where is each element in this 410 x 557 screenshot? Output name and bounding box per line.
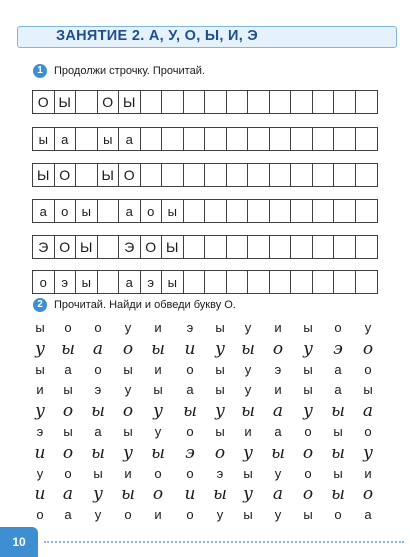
grid-cell[interactable] [334,200,356,222]
grid-cell[interactable] [76,164,98,186]
letter[interactable]: у [154,424,162,439]
letter[interactable]: а [362,401,374,422]
letter[interactable]: у [274,465,282,481]
letter[interactable]: о [154,465,162,481]
letter[interactable]: у [244,361,252,377]
grid-cell[interactable] [141,128,163,150]
letter[interactable]: ы [215,320,225,335]
grid-cell[interactable] [248,128,270,150]
letter[interactable]: у [216,507,224,523]
grid-cell[interactable]: О [119,164,141,186]
grid-cell[interactable] [313,128,335,150]
grid-cell[interactable] [184,91,206,113]
letter[interactable]: о [362,484,374,505]
letter-row [30,443,400,463]
letter[interactable]: о [362,338,374,359]
letter[interactable]: о [64,465,72,481]
letter[interactable]: и [274,320,282,335]
grid-cell[interactable] [313,271,335,293]
letter[interactable]: о [124,507,132,523]
letter[interactable]: о [364,361,372,377]
letter[interactable]: ы [331,442,345,463]
letter[interactable]: о [214,442,226,463]
letter[interactable]: и [34,484,46,505]
grid-cell[interactable] [356,271,378,293]
exercise-1-badge: 1 [33,64,47,78]
letter[interactable]: о [334,320,342,335]
grid-cell[interactable] [270,164,292,186]
grid-row [32,90,378,114]
letter[interactable]: о [36,507,44,523]
letter[interactable]: а [334,382,342,398]
grid-cell[interactable] [184,236,206,258]
letter[interactable]: и [184,484,196,505]
letter[interactable]: у [243,484,253,505]
grid-cell[interactable]: а [33,200,55,222]
grid-cell[interactable] [313,200,335,222]
grid-cell[interactable] [184,164,206,186]
letter-row [30,422,400,442]
letter[interactable]: ы [183,401,197,422]
letter[interactable]: ы [241,338,255,359]
grid-cell[interactable] [184,128,206,150]
letter-row [30,464,400,484]
grid-cell[interactable] [356,91,378,113]
grid-cell[interactable]: ы [76,200,98,222]
letter[interactable]: у [94,507,102,523]
letter[interactable]: о [302,442,314,463]
grid-row [32,127,378,151]
letter[interactable]: э [216,465,224,481]
grid-cell[interactable]: Ы [119,91,141,113]
exercise-1-instruction: Продолжи строчку. Прочитай. [54,65,205,77]
grid-cell[interactable] [313,91,335,113]
letter[interactable]: ы [151,338,165,359]
grid-cell[interactable] [98,200,120,222]
letter[interactable]: ы [91,442,105,463]
letter[interactable]: ы [123,424,133,439]
letter[interactable]: ы [215,361,225,377]
letter[interactable]: ы [121,484,135,505]
grid-cell[interactable] [184,200,206,222]
grid-row [32,270,378,294]
letter[interactable]: о [304,424,312,439]
letter[interactable]: и [184,338,196,359]
exercise-2-badge: 2 [33,298,47,312]
letter[interactable]: о [122,338,134,359]
grid-cell[interactable] [356,236,378,258]
letter[interactable]: у [215,338,225,359]
grid-cell[interactable] [76,128,98,150]
grid-cell[interactable]: О [55,236,77,258]
letter[interactable]: ы [303,361,313,377]
letter[interactable]: о [186,424,194,439]
grid-cell[interactable] [313,164,335,186]
letter[interactable]: а [64,507,72,523]
grid-cell[interactable] [270,128,292,150]
letter[interactable]: о [186,361,194,377]
grid-cell[interactable]: э [141,271,163,293]
letter[interactable]: ы [243,465,253,481]
letter[interactable]: и [124,465,132,481]
grid-cell[interactable]: о [141,200,163,222]
grid-cell[interactable]: Ы [162,236,184,258]
letter[interactable]: э [185,442,195,463]
grid-cell[interactable]: О [98,91,120,113]
grid-cell[interactable] [141,164,163,186]
letter[interactable]: ы [331,401,345,422]
letter[interactable]: ы [363,382,373,398]
letter[interactable]: и [34,442,46,463]
letter-row [30,380,400,400]
letter[interactable]: ы [35,361,45,377]
letter[interactable]: у [153,401,163,422]
letter[interactable]: о [62,442,74,463]
grid-cell[interactable]: а [119,200,141,222]
grid-cell[interactable] [248,91,270,113]
grid-cell[interactable]: а [119,128,141,150]
grid-cell[interactable]: Ы [33,164,55,186]
letter[interactable]: ы [243,507,253,523]
grid-cell[interactable] [334,236,356,258]
letter[interactable]: и [364,465,372,481]
grid-cell[interactable] [291,271,313,293]
letter[interactable]: и [154,320,162,335]
letter[interactable]: а [272,484,284,505]
grid-cell[interactable] [162,164,184,186]
letter[interactable]: ы [151,442,165,463]
letter[interactable]: у [303,338,313,359]
grid-row [32,163,378,187]
grid-cell[interactable] [270,236,292,258]
letter[interactable]: у [123,442,133,463]
grid-cell[interactable] [356,200,378,222]
letter[interactable]: ы [63,424,73,439]
letter-row [30,360,400,380]
letter[interactable]: ы [241,401,255,422]
grid-cell[interactable]: э [55,271,77,293]
letter[interactable]: у [244,382,252,398]
letter[interactable]: у [93,484,103,505]
letter[interactable]: э [36,424,44,439]
letter[interactable]: о [302,484,314,505]
letter[interactable]: у [215,401,225,422]
grid-cell[interactable]: ы [162,271,184,293]
letter-row [30,401,400,421]
letter[interactable]: у [36,465,44,481]
grid-cell[interactable] [270,91,292,113]
grid-cell[interactable] [356,128,378,150]
letter[interactable]: о [62,401,74,422]
grid-row [32,199,378,223]
lesson-title: ЗАНЯТИЕ 2. А, У, О, Ы, И, Э [56,28,259,44]
grid-cell[interactable] [291,164,313,186]
letter[interactable]: у [35,401,45,422]
letter[interactable]: о [364,424,372,439]
grid-cell[interactable] [162,128,184,150]
grid-cell[interactable]: О [55,164,77,186]
grid-cell[interactable] [248,271,270,293]
grid-cell[interactable] [248,236,270,258]
grid-cell[interactable]: ы [162,200,184,222]
letter[interactable]: а [92,338,104,359]
grid-cell[interactable] [270,200,292,222]
grid-cell[interactable] [291,91,313,113]
page-number: 10 [0,527,38,557]
letter[interactable]: о [152,484,164,505]
grid-cell[interactable] [227,271,249,293]
grid-cell[interactable]: О [141,236,163,258]
grid-cell[interactable] [205,236,227,258]
letter[interactable]: у [363,442,373,463]
grid-cell[interactable] [227,236,249,258]
grid-cell[interactable] [76,91,98,113]
grid-cell[interactable] [334,128,356,150]
letter[interactable]: э [333,338,343,359]
grid-cell[interactable] [205,200,227,222]
exercise-2-instruction: Прочитай. Найди и обведи букву О. [54,299,236,311]
letter[interactable]: ы [303,382,313,398]
letter[interactable]: а [64,361,72,377]
letter[interactable]: у [124,320,132,335]
letter[interactable]: у [35,338,45,359]
grid-cell[interactable]: Ы [98,164,120,186]
letter[interactable]: а [186,382,194,398]
grid-cell[interactable]: о [33,271,55,293]
letter[interactable]: ы [215,424,225,439]
letter[interactable]: о [122,401,134,422]
letter[interactable]: ы [333,424,343,439]
letter[interactable]: а [274,424,282,439]
letter[interactable]: а [272,401,284,422]
grid-cell[interactable]: О [33,91,55,113]
grid-row [32,235,378,259]
grid-cell[interactable] [227,91,249,113]
grid-cell[interactable]: ы [98,128,120,150]
letter[interactable]: ы [303,507,313,523]
letter[interactable]: о [186,507,194,523]
letter[interactable]: у [364,320,372,335]
letter[interactable]: у [274,507,282,523]
grid-cell[interactable]: Ы [55,91,77,113]
letter[interactable]: ы [333,465,343,481]
letter[interactable]: ы [215,382,225,398]
grid-cell[interactable]: Ы [76,236,98,258]
grid-cell[interactable] [313,236,335,258]
grid-cell[interactable] [205,91,227,113]
grid-cell[interactable]: ы [33,128,55,150]
grid-cell[interactable] [334,91,356,113]
letter[interactable]: ы [331,484,345,505]
letter[interactable]: э [94,382,102,398]
letter[interactable]: у [124,382,132,398]
letter-row [30,484,400,504]
grid-cell[interactable]: Э [119,236,141,258]
letter[interactable]: о [186,465,194,481]
letter[interactable]: о [94,361,102,377]
letter[interactable]: ы [303,320,313,335]
grid-cell[interactable]: о [55,200,77,222]
grid-cell[interactable] [227,128,249,150]
grid-cell[interactable] [205,128,227,150]
grid-cell[interactable] [248,164,270,186]
letter[interactable]: э [186,320,194,335]
letter[interactable]: и [154,507,162,523]
grid-cell[interactable] [227,164,249,186]
grid-cell[interactable] [162,91,184,113]
letter[interactable]: а [334,361,342,377]
grid-cell[interactable] [270,271,292,293]
letter[interactable]: и [244,424,252,439]
footer-dotted-line [44,541,404,543]
letter[interactable]: ы [213,484,227,505]
lesson-title-bar [17,26,397,48]
letter[interactable]: ы [91,401,105,422]
grid-cell[interactable] [291,236,313,258]
grid-cell[interactable] [334,271,356,293]
grid-cell[interactable]: ы [76,271,98,293]
grid-cell[interactable] [334,164,356,186]
letter[interactable]: у [244,320,252,335]
letter[interactable]: о [272,338,284,359]
grid-cell[interactable] [291,128,313,150]
letter[interactable]: а [62,484,74,505]
grid-cell[interactable] [227,200,249,222]
grid-cell[interactable] [248,200,270,222]
letter[interactable]: о [64,320,72,335]
grid-cell[interactable] [184,271,206,293]
letter[interactable]: а [364,507,372,523]
letter[interactable]: ы [63,382,73,398]
letter[interactable]: ы [123,361,133,377]
grid-cell[interactable] [205,271,227,293]
letter[interactable]: у [303,401,313,422]
letter-row [30,318,400,338]
grid-cell[interactable] [291,200,313,222]
letter[interactable]: а [94,424,102,439]
grid-cell[interactable]: Э [33,236,55,258]
letter[interactable]: ы [35,320,45,335]
grid-cell[interactable] [205,164,227,186]
letter[interactable]: и [154,361,162,377]
letter[interactable]: ы [61,338,75,359]
letter[interactable]: ы [153,382,163,398]
grid-cell[interactable] [98,271,120,293]
letter[interactable]: у [243,442,253,463]
letter[interactable]: о [304,465,312,481]
grid-cell[interactable] [98,236,120,258]
letter-row [30,505,400,525]
letter[interactable]: э [274,361,282,377]
grid-cell[interactable] [356,164,378,186]
letter[interactable]: и [36,382,44,398]
grid-cell[interactable]: а [55,128,77,150]
letter[interactable]: ы [93,465,103,481]
grid-cell[interactable]: а [119,271,141,293]
letter-row [30,339,400,359]
letter[interactable]: ы [271,442,285,463]
letter[interactable]: о [334,507,342,523]
letter[interactable]: о [94,320,102,335]
grid-cell[interactable] [141,91,163,113]
letter[interactable]: и [274,382,282,398]
